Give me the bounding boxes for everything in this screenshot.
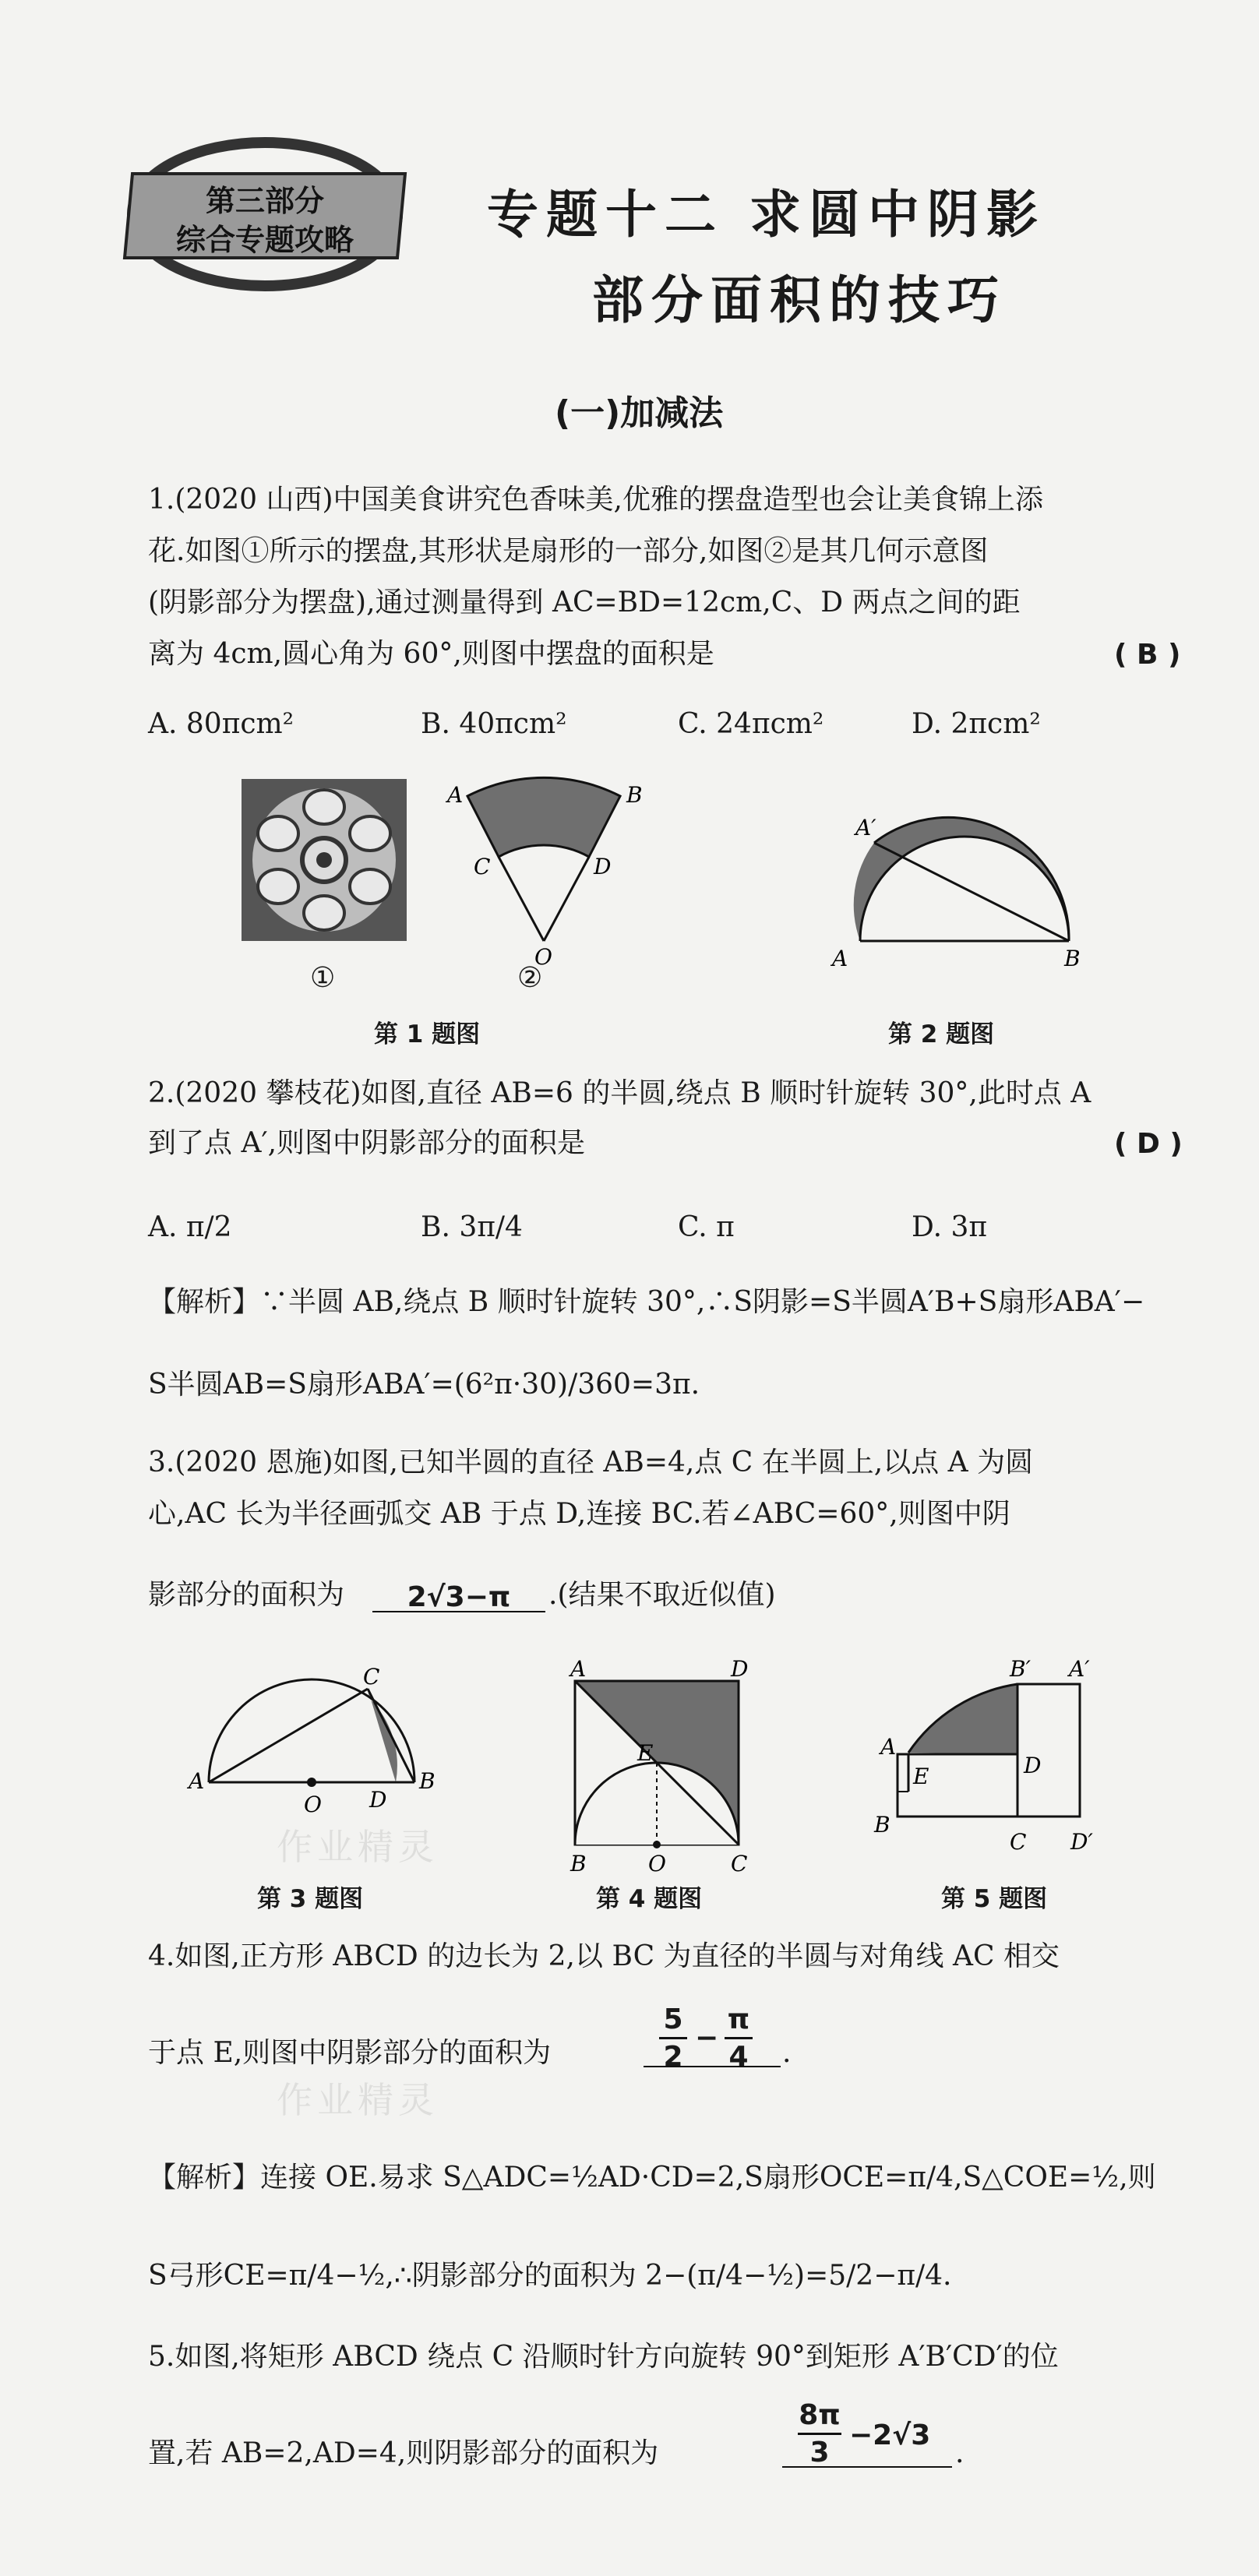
svg-text:O: O [304,1792,322,1817]
q3-answer-blank [372,1581,545,1612]
svg-text:D: D [731,1656,749,1682]
svg-text:D: D [594,854,612,879]
svg-text:A′: A′ [1069,1656,1090,1682]
q4-answer-den-2: 4 [728,2041,749,2073]
svg-text:B′: B′ [1010,1656,1031,1682]
q4-answer-num-2: π [727,2003,750,2035]
q3-line-3-pre: 影部分的面积为 [148,1579,345,1611]
sector-diagram [436,779,643,970]
fig3-caption: 第 3 题图 [257,1885,364,1913]
svg-text:C: C [474,854,491,879]
q4-answer-den-1: 2 [663,2041,683,2073]
fig1-label-1: ① [310,962,336,994]
q1-option-b: B. 40πcm² [421,708,567,740]
watermark-1: 作业精灵 [277,1826,439,1868]
q1-line-3: (阴影部分为摆盘),通过测量得到 AC=BD=12cm,C、D 两点之间的距 [148,587,1021,618]
q3-answer: 2√3−π [407,1581,511,1613]
q1-line-2: 花.如图①所示的摆盘,其形状是扇形的一部分,如图②是其几何示意图 [148,535,989,567]
svg-text:D′: D′ [1070,1829,1093,1855]
q5-line-1: 5.如图,将矩形 ABCD 绕点 C 沿顺时针方向旋转 90°到矩形 A′B′CD′的位 [148,2341,1059,2373]
q4-line-1: 4.如图,正方形 ABCD 的边长为 2,以 BC 为直径的半圆与对角线 AC 相交 [148,1940,1060,1972]
q1-option-a: A. 80πcm² [148,708,294,740]
q2-line-2: 到了点 A′,则图中阴影部分的面积是 [148,1127,586,1159]
svg-text:B: B [1064,946,1081,971]
section-title: (一)加减法 [555,393,724,433]
plate-photo [242,779,407,941]
watermark-2: 作业精灵 [277,2079,439,2121]
q2-option-a: A. π/2 [148,1211,232,1243]
q4-answer-num-1: 5 [663,2003,683,2035]
q1-answer: ( B ) [1114,639,1181,671]
q4-answer-frac-1 [659,2003,687,2073]
svg-text:A′: A′ [855,815,876,840]
svg-text:E: E [913,1764,929,1789]
svg-text:O: O [648,1851,666,1876]
q1-option-c: C. 24πcm² [678,708,824,740]
svg-text:B: B [626,782,643,808]
badge-line-2: 综合专题攻略 [175,223,354,257]
q2-option-d: D. 3π [912,1211,988,1243]
rotated-rectangle-diagram [865,1656,1122,1877]
q4-line-2-pre: 于点 E,则图中阴影部分的面积为 [148,2037,552,2069]
q4-line-2-post: . [782,2037,792,2069]
q1-option-d: D. 2πcm² [912,708,1041,740]
square-diagram [545,1656,764,1877]
page-title-line-1: 专题十二 求圆中阴影 [487,185,1046,245]
svg-text:C: C [1010,1829,1027,1855]
q5-answer-rest: −2√3 [849,2419,931,2451]
svg-text:A: A [447,782,464,808]
q4-analysis-2: S弓形CE=π/4−½,∴阴影部分的面积为 2−(π/4−½)=5/2−π/4. [148,2260,952,2292]
q4-answer-frac-2 [725,2003,753,2073]
q4-analysis-1: 【解析】连接 OE.易求 S△ADC=½AD·CD=2,S扇形OCE=π/4,S△COE=½,则 [148,2162,1156,2194]
q3-line-1: 3.(2020 恩施)如图,已知半圆的直径 AB=4,点 C 在半圆上,以点 A 为圆 [148,1447,1034,1478]
q2-option-c: C. π [678,1211,735,1243]
q2-option-b: B. 3π/4 [421,1211,523,1243]
q3-line-2: 心,AC 长为半径画弧交 AB 于点 D,连接 BC.若∠ABC=60°,则图中阴 [148,1498,1010,1530]
svg-text:D: D [1024,1753,1042,1778]
svg-text:E: E [637,1740,654,1766]
fig5-caption: 第 5 题图 [941,1885,1048,1913]
svg-text:B: B [570,1851,587,1876]
q3-line-3-post: .(结果不取近似值) [548,1579,776,1611]
q5-answer-frac [798,2399,841,2469]
fig1-caption: 第 1 题图 [374,1020,481,1048]
q5-answer-num: 8π [799,2399,841,2431]
q1-line-4: 离为 4cm,圆心角为 60°,则图中摆盘的面积是 [148,638,714,670]
q4-answer-minus: − [695,2022,719,2054]
fig2-caption: 第 2 题图 [888,1020,995,1048]
q2-answer: ( D ) [1114,1128,1183,1160]
svg-text:A: A [832,946,848,971]
svg-text:A: A [570,1656,587,1682]
q1-line-1: 1.(2020 山西)中国美食讲究色香味美,优雅的摆盘造型也会让美食锦上添 [148,484,1043,516]
q5-line-2-post: . [955,2437,965,2469]
fig4-caption: 第 4 题图 [596,1885,703,1913]
rotated-semicircle-diagram [826,810,1081,971]
svg-text:A: A [880,1734,897,1760]
svg-text:C: C [731,1851,748,1876]
svg-text:A: A [189,1768,205,1794]
q2-analysis-1: 【解析】∵半圆 AB,绕点 B 顺时针旋转 30°,∴S阴影=S半圆A′B+S扇形ABA′− [148,1286,1145,1318]
part-badge [117,136,413,292]
semicircle-diagram [187,1664,444,1817]
svg-text:O: O [534,944,552,970]
badge-line-1: 第三部分 [205,184,324,218]
q5-answer-den: 3 [809,2437,830,2469]
q5-line-2-pre: 置,若 AB=2,AD=4,则阴影部分的面积为 [148,2437,659,2469]
svg-text:B: B [874,1812,890,1838]
svg-text:D: D [369,1787,387,1813]
svg-text:C: C [363,1664,380,1690]
svg-text:B: B [419,1768,436,1794]
q2-line-1: 2.(2020 攀枝花)如图,直径 AB=6 的半圆,绕点 B 顺时针旋转 30°,此时点 A [148,1077,1091,1109]
page-title-line-2: 部分面积的技巧 [592,270,1007,330]
q2-analysis-2: S半圆AB=S扇形ABA′=(6²π·30)/360=3π. [148,1369,700,1401]
fig1-label-2: ② [517,962,543,994]
